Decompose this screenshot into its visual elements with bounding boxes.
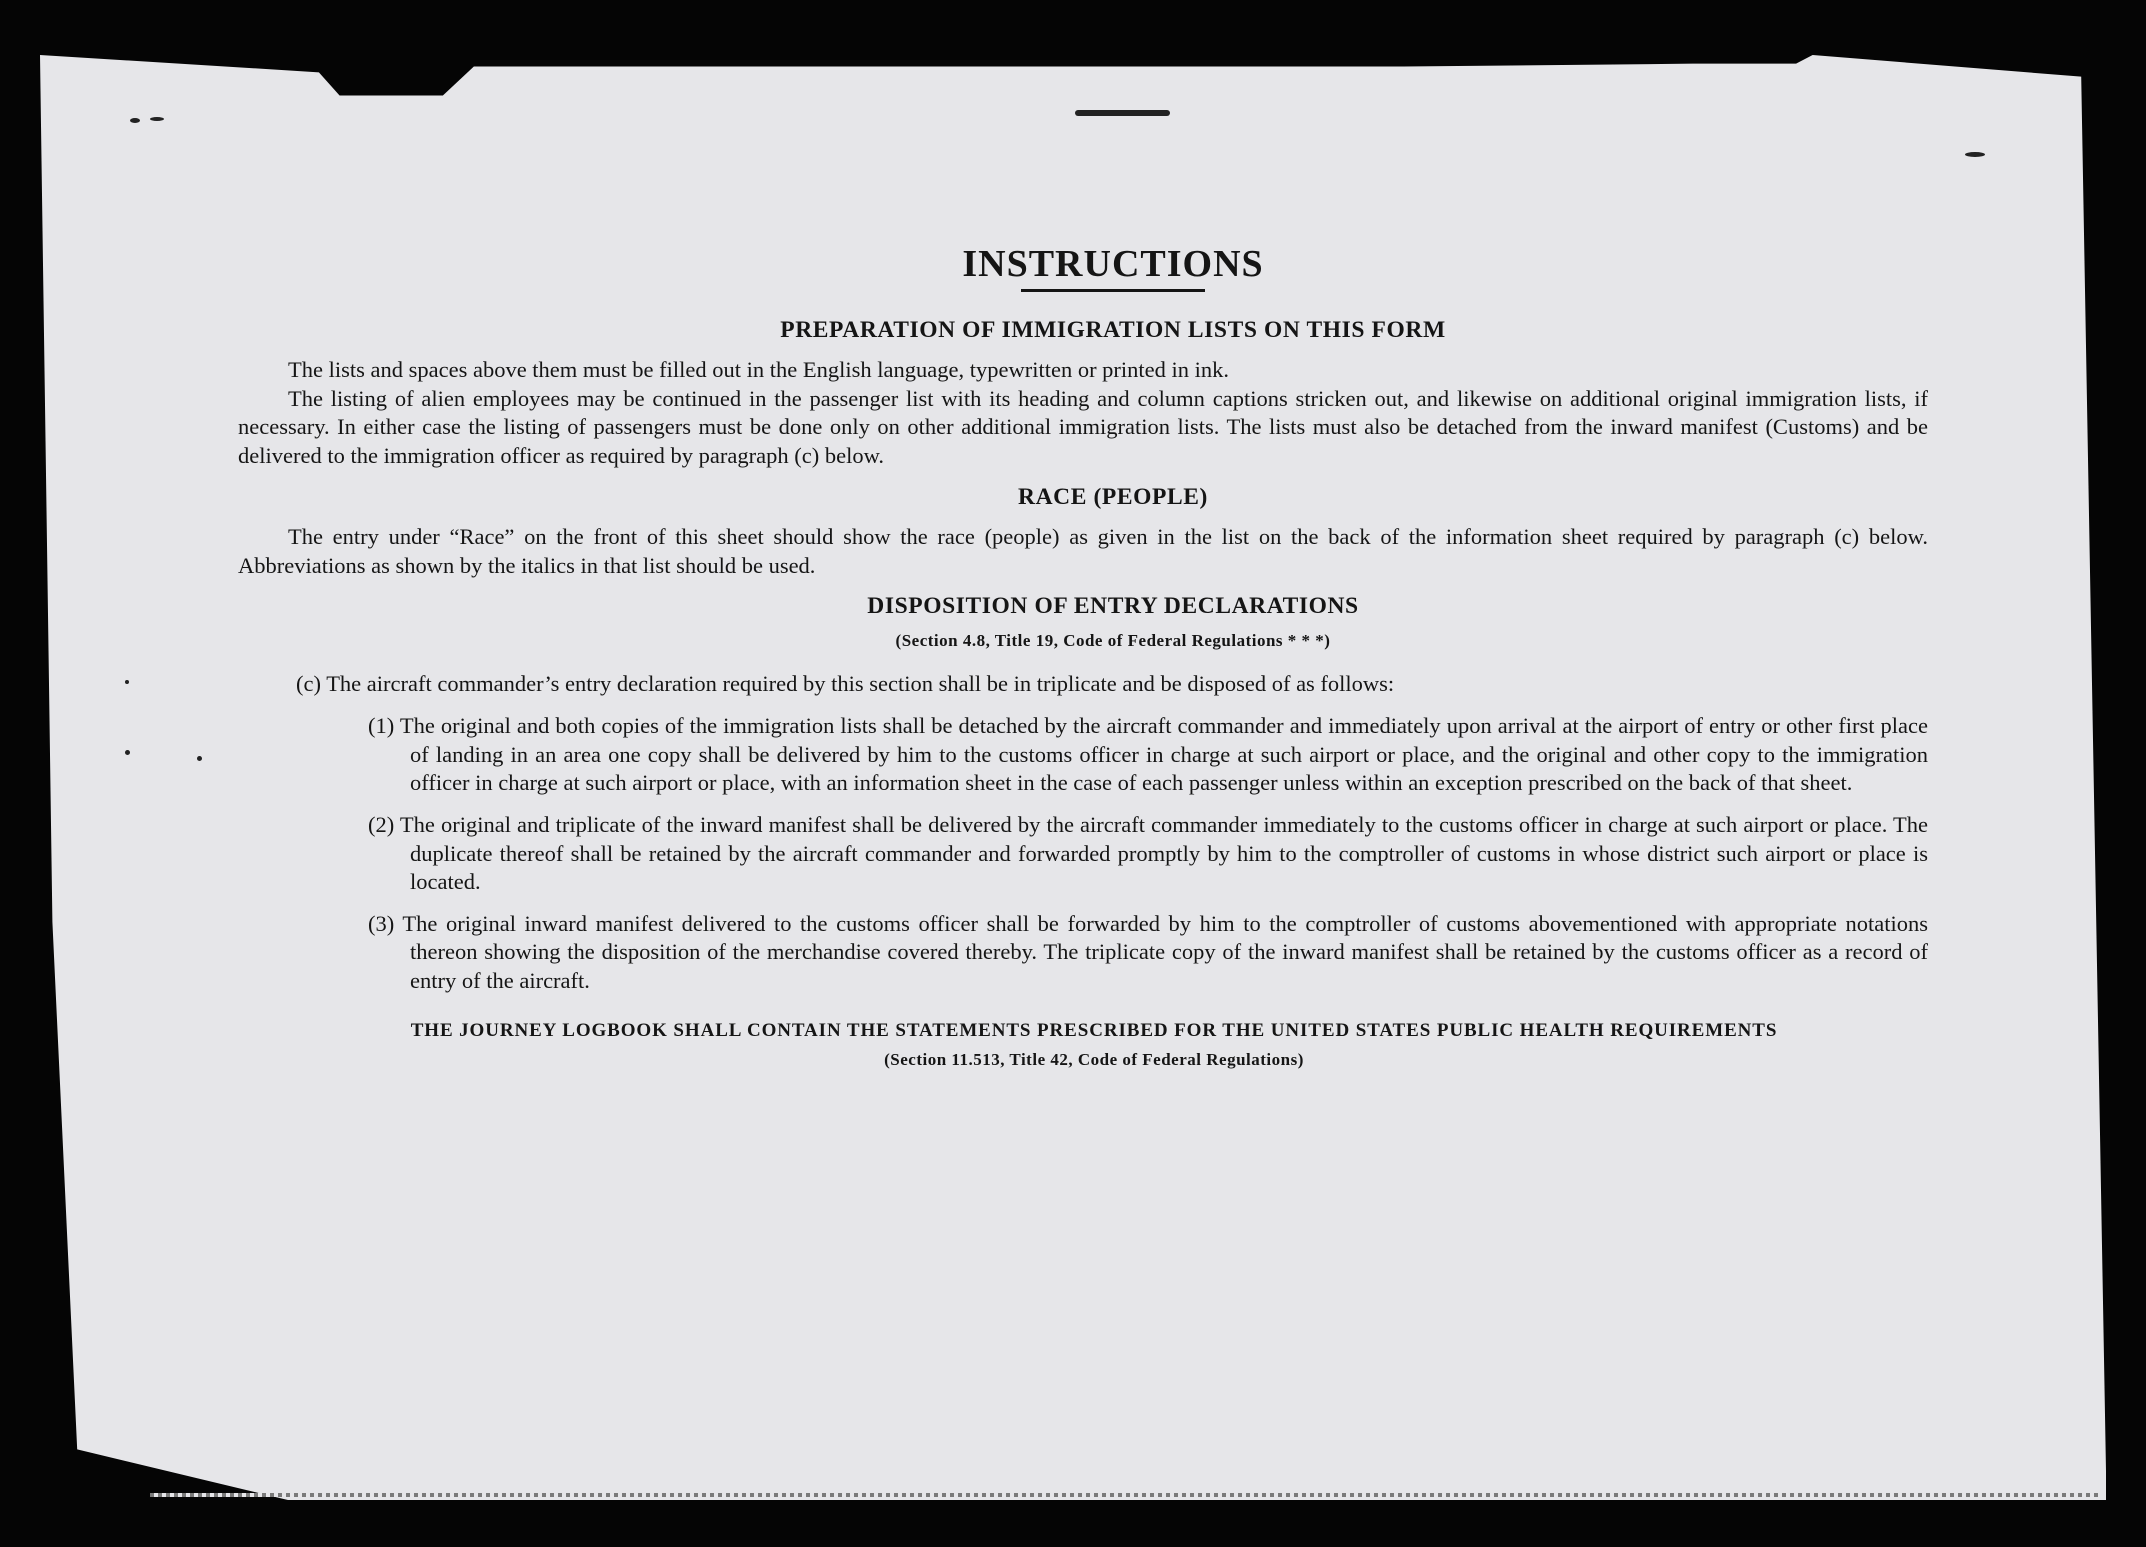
perforated-edge	[150, 1493, 2100, 1497]
section-heading-preparation: PREPARATION OF IMMIGRATION LISTS ON THIS FORM	[780, 316, 1446, 343]
section-heading-disposition: DISPOSITION OF ENTRY DECLARATIONS	[867, 593, 1359, 620]
list-item: (1) The original and both copies of the immigration lists shall be detached by the aircraft commander and immediately upon arrival at the airport of entry or other first place of landing in an area one copy shall be delivered by him to the customs officer in charge at such airport or place, and the original and other copy to the immigration officer in charge at such airport or place, with an information sheet in the case of each passenger unless within an exception prescribed on the back of that sheet.	[368, 713, 1928, 796]
list-item: (3) The original inward manifest delivered to the customs officer shall be forwarded by him to the comptroller of customs abovementioned with appropriate notations thereon showing the disposition of the merchandise covered thereby. The triplicate copy of the inward manifest shall be retained by the customs officer as a record of entry of the aircraft.	[368, 910, 1928, 993]
paper-speck	[1965, 152, 1985, 157]
paper-speck	[130, 118, 140, 123]
title-rule	[1021, 289, 1205, 292]
section-heading-race: RACE (PEOPLE)	[1018, 483, 1208, 510]
instructions-document	[238, 243, 1928, 1075]
paragraph-race: The entry under “Race” on the front of this sheet should show the race (people) as given in the list on the back of the information sheet required by paragraph (c) below. Abbreviations as shown by the italics in that list should be used.	[238, 524, 1928, 578]
paragraph-language: The lists and spaces above them must be filled out in the English language, typewritten or printed in ink.	[288, 357, 1230, 383]
paper-speck	[125, 680, 129, 684]
paper-speck	[125, 750, 130, 755]
footer-statement: THE JOURNEY LOGBOOK SHALL CONTAIN THE STATEMENTS PRESCRIBED FOR THE UNITED STATES PUBLIC HEALTH REQUIREMENTS	[410, 1020, 1778, 1042]
footer-citation: (Section 11.513, Title 42, Code of Federal Regulations)	[884, 1050, 1304, 1070]
list-item: (2) The original and triplicate of the inward manifest shall be delivered by the aircraft commander immediately to the customs officer in charge at such airport or place. The duplicate thereof shall be retained by the aircraft commander and forwarded promptly by him to the comptroller of customs in whose district such airport or place is located.	[368, 811, 1928, 895]
paper-speck	[150, 117, 164, 121]
paper-speck	[1075, 110, 1170, 116]
paragraph-alien-employees: The listing of alien employees may be continued in the passenger list with its heading and column captions stricken out, and likewise on additional original immigration lists, if necessary. In either case the listing of passengers must be done only on other additional immigration lists. The lists must also be detached from the inward manifest (Customs) and be delivered to the immigration officer as required by paragraph (c) below.	[238, 385, 1928, 468]
page-title: INSTRUCTIONS	[962, 243, 1264, 285]
paragraph-c-intro: (c) The aircraft commander’s entry declaration required by this section shall be in triplicate and be disposed of as follows:	[296, 670, 1395, 696]
paper-speck	[197, 756, 202, 761]
section-citation-disposition: (Section 4.8, Title 19, Code of Federal Regulations * * *)	[895, 630, 1331, 650]
